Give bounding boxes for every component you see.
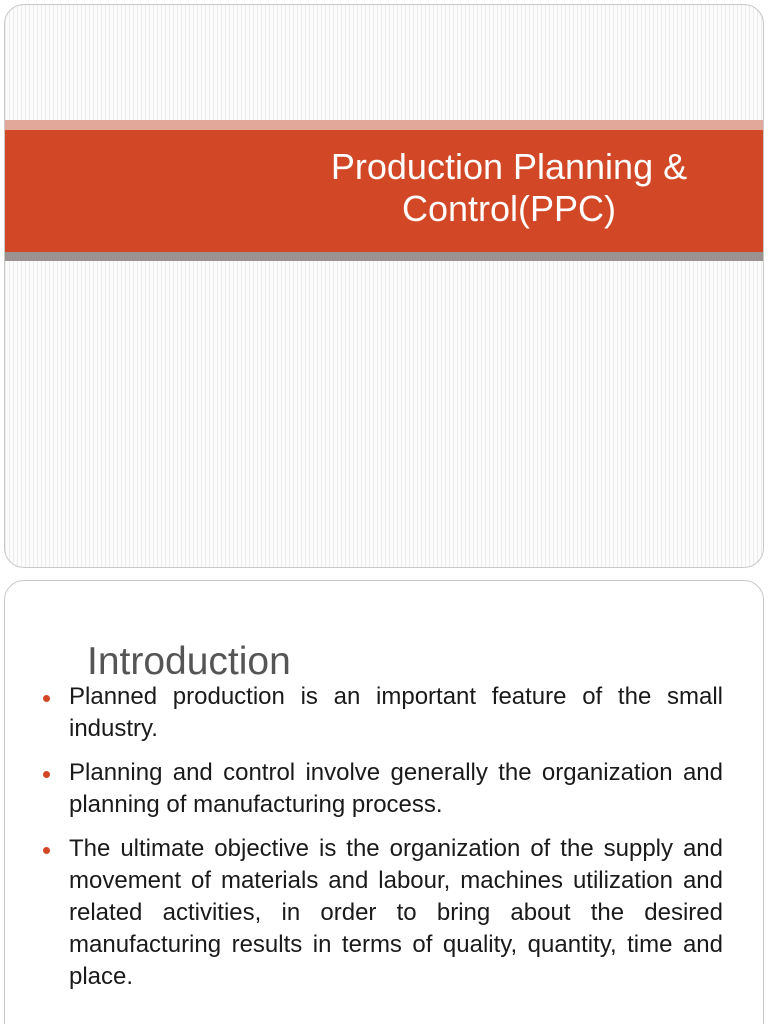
bullet-item [31,757,723,821]
title-band [5,130,763,252]
bullet-dot-icon [43,847,50,854]
bullet-item [31,681,723,745]
bullet-text: The ultimate objective is the organization of the supply and movement of materials and labour, machines utilization and related activities, in order to bring about the desired manufacturing results in terms of quality, quantity, time and place. [69,835,723,990]
title-slide [4,4,764,568]
introduction-slide [4,580,764,1024]
slide-title [279,146,739,230]
slide-title-line-2: Control(PPC) [401,188,617,229]
title-band-bottom-stripe [5,252,763,261]
title-band-top-stripe [5,120,763,130]
slide-title-line-1: Production Planning & [330,146,688,187]
bullet-item [31,833,723,993]
section-heading: Introduction [87,640,291,683]
bullet-dot-icon [43,695,50,702]
bullet-text: Planned production is an important feature of the small industry. [69,683,723,742]
bullet-dot-icon [43,771,50,778]
bullet-text: Planning and control involve generally the organization and planning of manufacturing process. [69,759,723,818]
bullet-list [31,681,723,1005]
